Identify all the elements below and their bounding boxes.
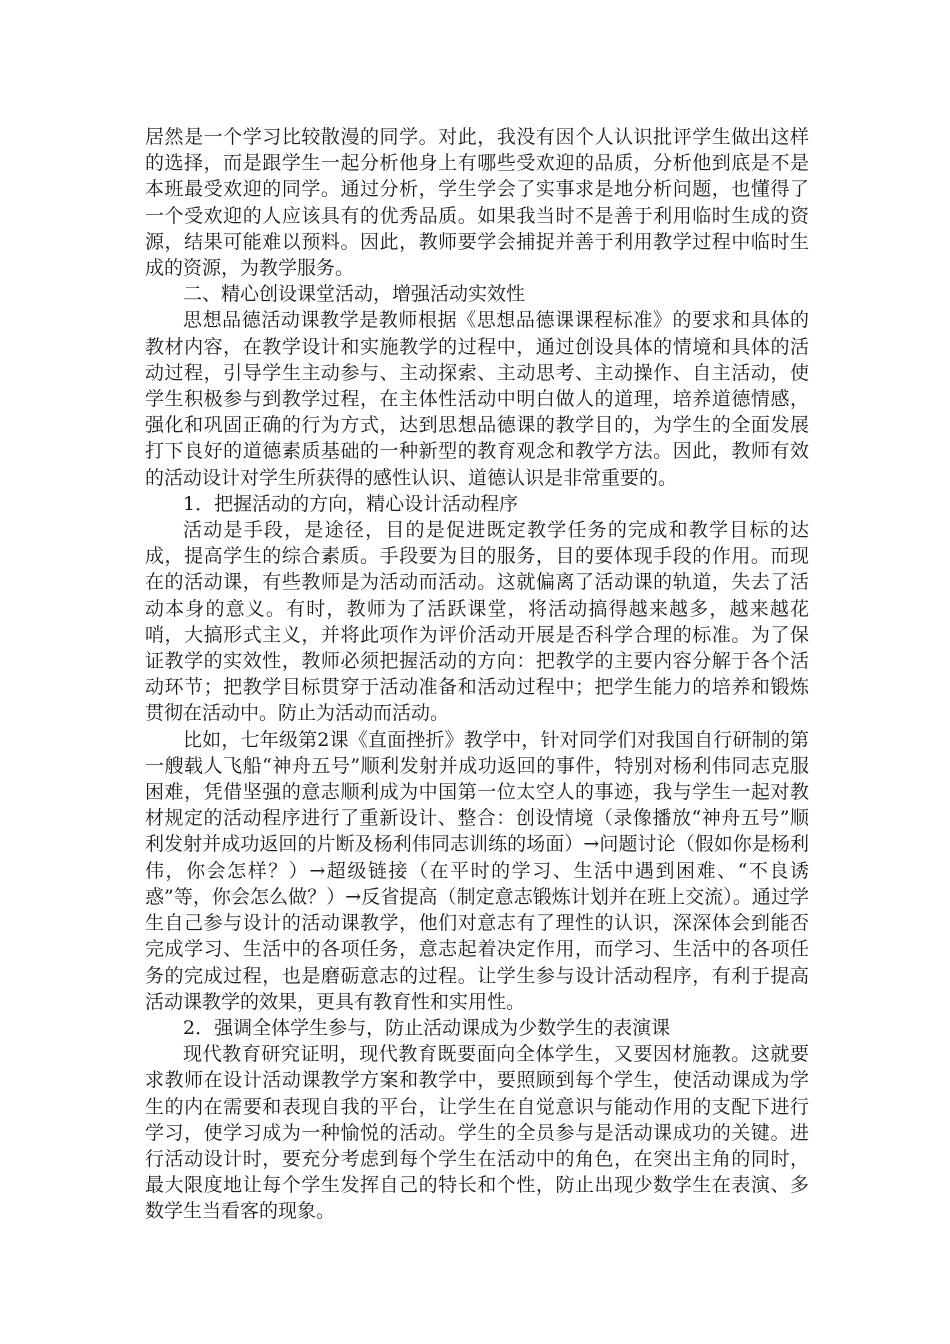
- subheading-2: 2．强调全体学生参与，防止活动课成为少数学生的表演课: [183, 1016, 671, 1039]
- paragraph-6: 比如，七年级第2课《直面挫折》教学中，针对同学们对我国自行研制的第一艘载人飞船“神舟五号”顺利发射并成功返回的事件，特别对杨利伟同志克服困难，凭借坚强的意志顺利成为中国第一位太空人的事迹，我与学生一起对教材规定的活动程序进行了重新设计、整合：创设情境（录像播放“神舟五号”顺利发射并成功返回的片断及杨利伟同志训练的场面）→问题讨论（假如你是杨利伟，你会怎样？）→超级链接（在平时的学习、生活中遇到困难、“不良诱惑”等，你会怎么做？）→反省提高（制定意志锻炼计划并在班上交流）。通过学生自己参与设计的活动课教学，他们对意志有了理性的认识，深深体会到能否完成学习、生活中的各项任务，意志起着决定作用，而学习、生活中的各项任务的完成过程，也是磨砺意志的过程。让学生参与设计活动程序，有利于提高活动课教学的效果，更具有教育性和实用性。: [145, 728, 809, 1013]
- paragraph-3: 思想品德活动课教学是教师根据《思想品德课课程标准》的要求和具体的教材内容，在教学设计和实施教学的过程中，通过创设具体的情境和具体的活动过程，引导学生主动参与、主动探索、主动思考、主动操作、自主活动，使学生积极参与到教学过程，在主体性活动中明白做人的道理，培养道德情感，强化和巩固正确的行为方式，达到思想品德课的教学目的，为学生的全面发展打下良好的道德素质基础的一种新型的教育观念和教学方法。因此，教师有效的活动设计对学生所获得的感性认识、道德认识是非常重要的。: [145, 309, 809, 489]
- paragraph-5: 活动是手段，是途径，目的是促进既定教学任务的完成和教学目标的达成，提高学生的综合素质。手段要为目的服务，目的要体现手段的作用。而现在的活动课，有些教师是为活动而活动。这就偏离了活动课的轨道，失去了活动本身的意义。有时，教师为了活跃课堂，将活动搞得越来越多，越来越花哨，大搞形式主义，并将此项作为评价活动开展是否科学合理的标准。为了保证教学的实效性，教师必须把握活动的方向：把教学的主要内容分解于各个活动环节；把教学目标贯穿于活动准备和活动过程中；把学生能力的培养和锻炼贯彻在活动中。防止为活动而活动。: [145, 519, 809, 725]
- section-heading-2: 二、精心创设课堂活动，增强活动实效性: [183, 283, 526, 306]
- paragraph-1: 居然是一个学习比较散漫的同学。对此，我没有因个人认识批评学生做出这样的选择，而是跟学生一起分析他身上有哪些受欢迎的品质，分析他到底是不是本班最受欢迎的同学。通过分析，学生学会了实事求是地分析问题，也懂得了一个受欢迎的人应该具有的优秀品质。如果我当时不是善于利用临时生成的资源，结果可能难以预料。因此，教师要学会捕捉并善于利用教学过程中临时生成的资源，为教学服务。: [145, 126, 809, 280]
- paragraph-8: 现代教育研究证明，现代教育既要面向全体学生，又要因材施教。这就要求教师在设计活动课教学方案和教学中，要照顾到每个学生，使活动课成为学生的内在需要和表现自我的平台，让学生在自觉意识与能动作用的支配下进行学习，使学习成为一种愉悦的活动。学生的全员参与是活动课成功的关键。进行活动设计时，要充分考虑到每个学生在活动中的角色，在突出主角的同时，最大限度地让每个学生发挥自己的特长和个性，防止出现少数学生在表演、多数学生当看客的现象。: [145, 1043, 809, 1223]
- subheading-1: 1．把握活动的方向，精心设计活动程序: [183, 492, 519, 515]
- document-page: [145, 124, 809, 1225]
